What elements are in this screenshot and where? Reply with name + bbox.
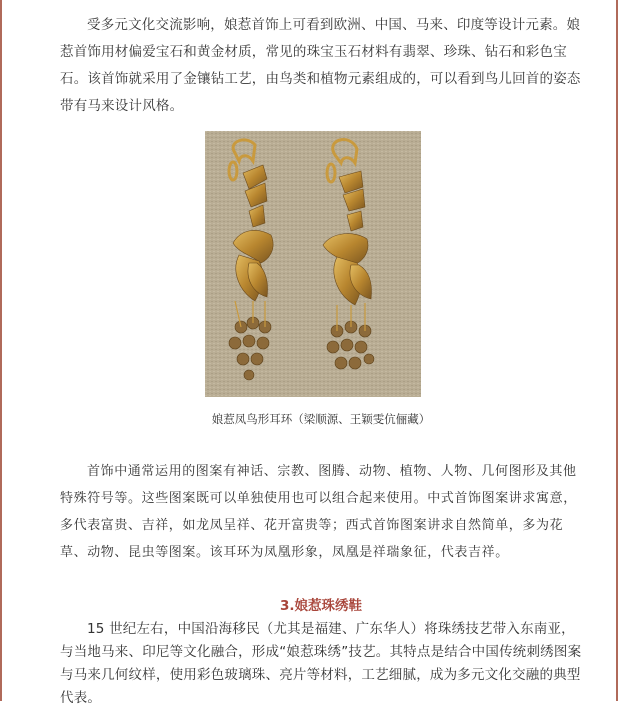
figure-caption: 娘惹凤鸟形耳环（梁顺源、王颖雯伉俪藏） [211, 412, 431, 426]
intro-paragraph: 受多元文化交流影响，娘惹首饰上可看到欧洲、中国、马来、印度等设计元素。娘惹首饰用材偏爱宝石和黄金材质，常见的珠宝玉石材料有翡翠、珍珠、钻石和彩色宝石。该首饰就采用了金镶钻工艺，由鸟类和植物元素组成的，可以看到鸟儿回首的姿态带有马来设计风格。 [60, 17, 581, 114]
section-title: 3.娘惹珠绣鞋 [279, 598, 363, 614]
beaded-shoes-paragraph: 15 世纪左右，中国沿海移民（尤其是福建、广东华人）将珠绣技艺带入东南亚，与当地马来、印尼等文化融合，形成“娘惹珠绣”技艺。其特点是结合中国传统刺绣图案与马来几何纹样，使用彩色玻璃珠、亮片等材料，工艺细腻，成为多元文化交融的典型代表。 [60, 621, 582, 706]
pattern-paragraph: 首饰中通常运用的图案有神话、宗教、图腾、动物、植物、人物、几何图形及其他特殊符号等。这些图案既可以单独使用也可以组合起来使用。中式首饰图案讲求寓意，多代表富贵、吉祥，如龙凤呈祥、花开富贵等；西式首饰图案讲求自然简单，多为花草、动物、昆虫等图案。该耳环为凤凰形象，凤凰是祥瑞象征，代表吉祥。 [60, 464, 577, 560]
earring-illustration [205, 131, 421, 397]
earring-photo [205, 131, 421, 397]
